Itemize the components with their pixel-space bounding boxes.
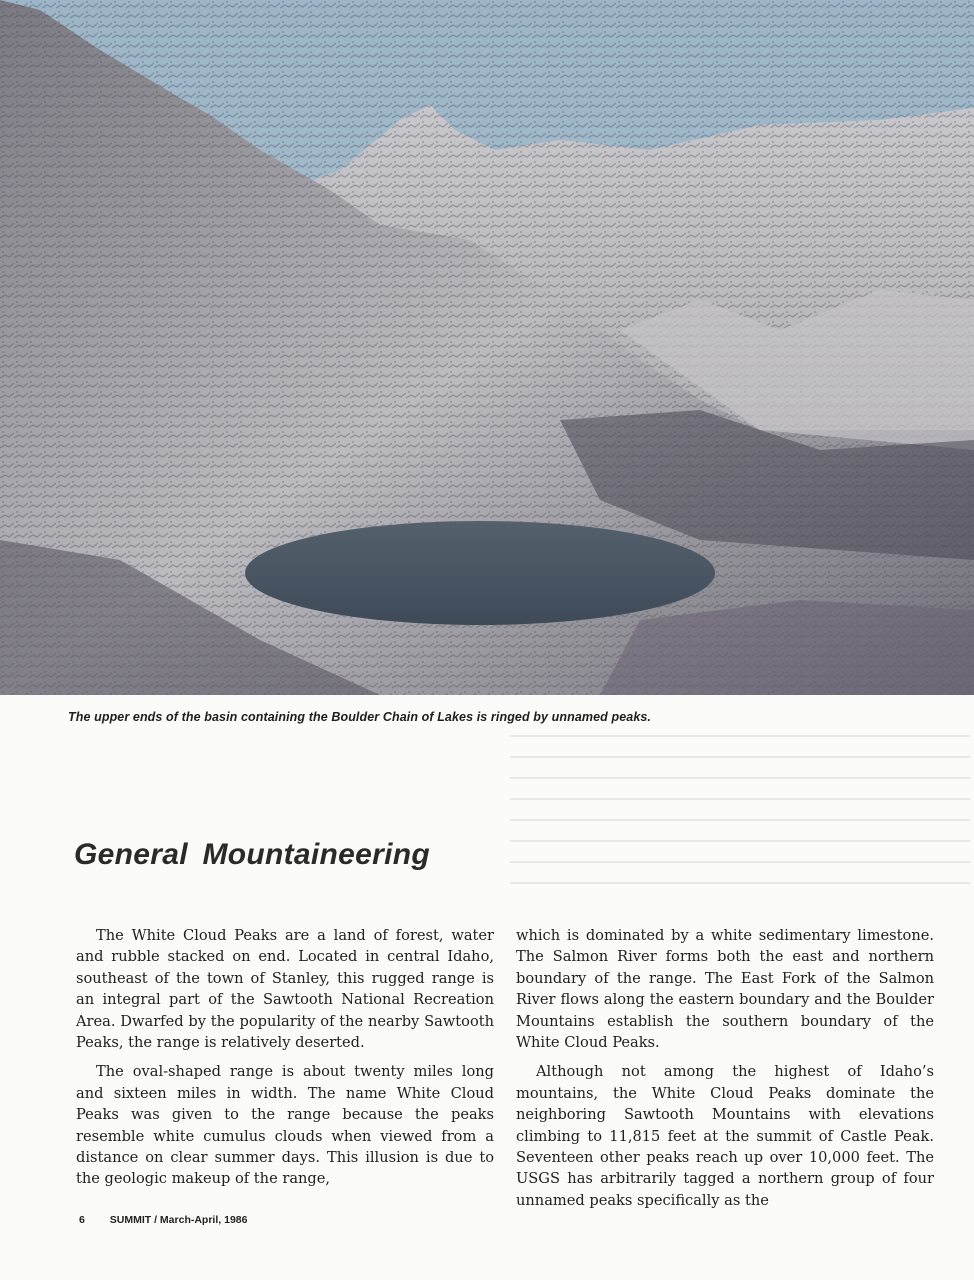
alpine-lake (245, 521, 715, 625)
paragraph: Although not among the highest of Idaho’s mountains, the White Cloud Peaks dominate the neighboring Sawtooth Mountains with elevations climbing to 11,815 feet at the summit of Castle Peak. Seventeen other peaks reach up over 10,000 feet. The USGS has arbitrarily tagged a northern group of four unnamed peaks specifically as the (516, 1063, 934, 1209)
paragraph: The White Cloud Peaks are a land of forest, water and rubble stacked on end. Located in central Idaho, southeast of the town of Stanley, this rugged range is an integral part of the Sawtooth National Recreation Area. Dwarfed by the popularity of the nearby Sawtooth Peaks, the range is relatively deserted. (76, 927, 494, 1052)
paragraph: The oval-shaped range is about twenty miles long and sixteen miles in width. The name White Cloud Peaks was given to the range because the peaks resemble white cumulus clouds when viewed from a distance on clear summer days. This illusion is due to the geologic makeup of the range, (76, 1063, 494, 1188)
page-footer (79, 1214, 247, 1226)
publication-info: SUMMIT / March-April, 1986 (109, 1214, 248, 1226)
article-column-right (516, 925, 934, 1219)
photo-caption: The upper ends of the basin containing the Boulder Chain of Lakes is ringed by unnamed peaks. (68, 710, 651, 724)
paragraph: which is dominated by a white sedimentary limestone. The Salmon River forms both the east and northern boundary of the range. The East Fork of the Salmon River flows along the eastern boundary and the Boulder Mountains establish the southern boundary of the White Cloud Peaks. (516, 927, 934, 1052)
page-number: 6 (79, 1214, 85, 1226)
article-title: General Mountaineering (74, 838, 430, 871)
article-column-left (76, 925, 494, 1198)
bleed-through-text (510, 735, 970, 910)
